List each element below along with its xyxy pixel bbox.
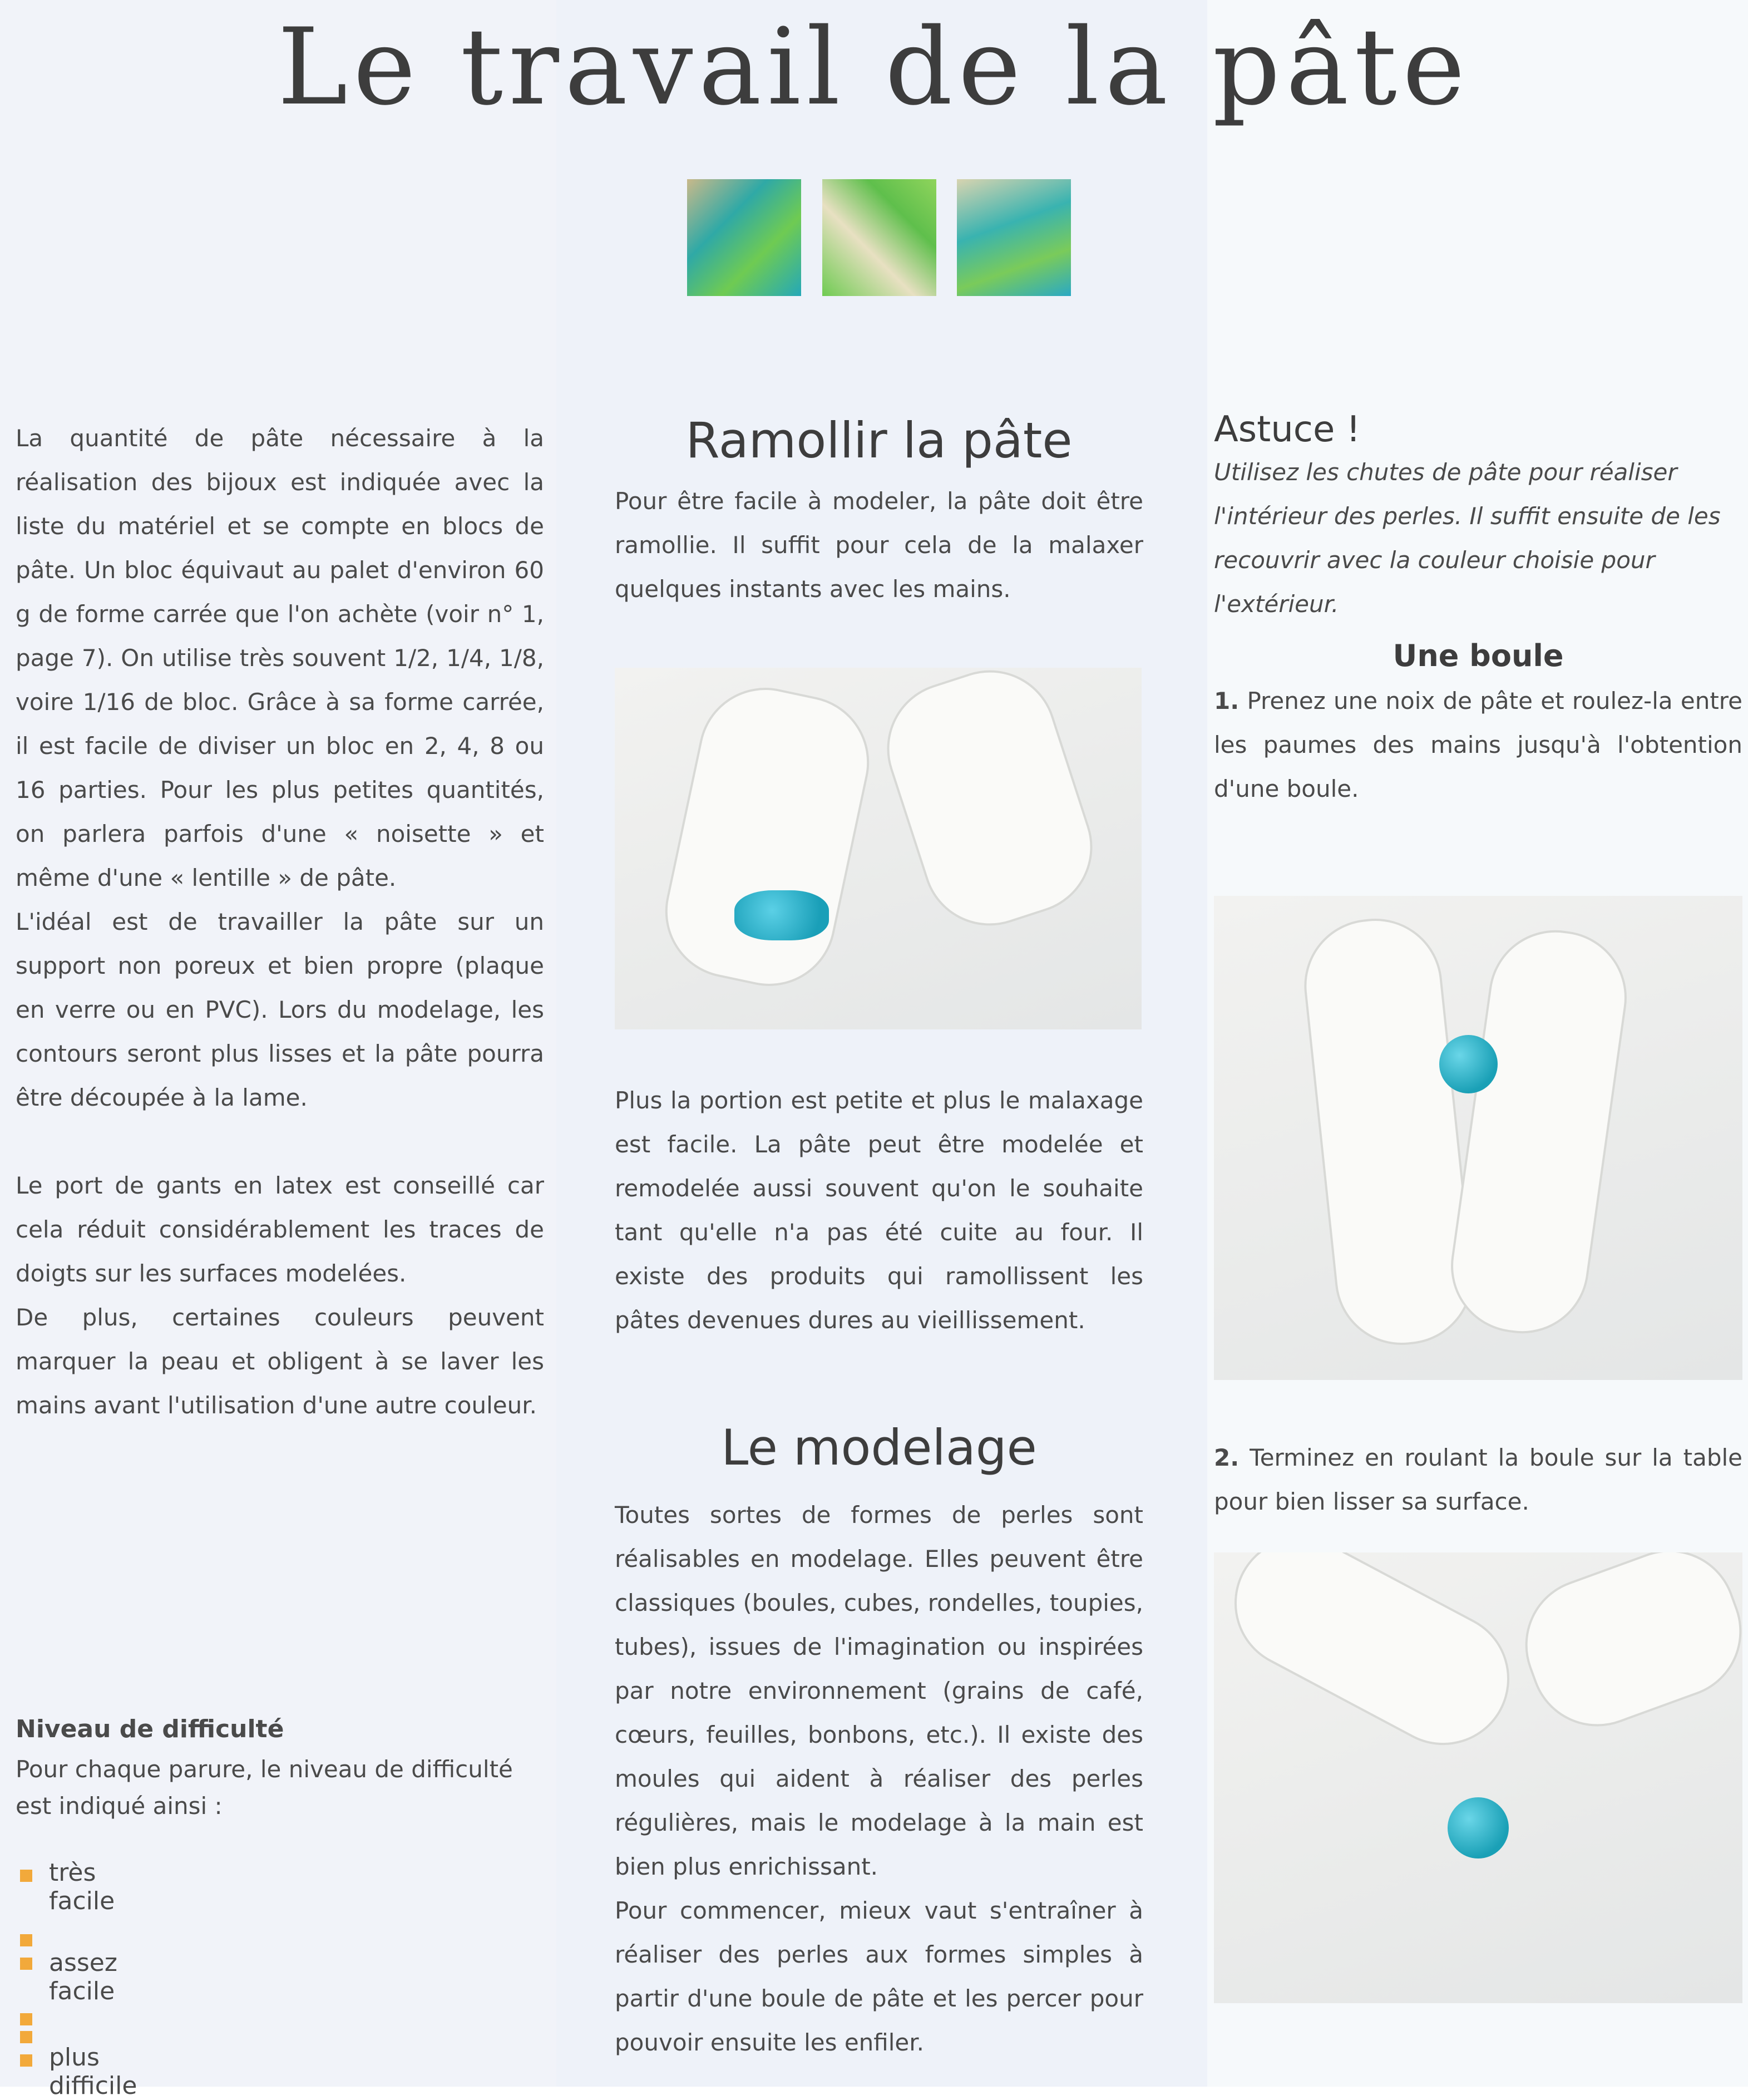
difficulty-text: Pour chaque parure, le niveau de difficulté est indiqué ainsi :	[16, 1756, 513, 1820]
left-hand-shape	[1214, 1552, 1533, 1768]
left-glove-shape	[653, 676, 881, 998]
step-2	[1214, 1436, 1742, 1524]
difficulty-square-icon	[20, 1958, 32, 1970]
right-palm-shape	[1443, 921, 1636, 1342]
clay-ball	[1439, 1035, 1498, 1093]
softening-heading: Ramollir la pâte	[685, 412, 1073, 469]
difficulty-square-icon	[20, 1870, 32, 1882]
step-2-number: 2.	[1214, 1444, 1240, 1471]
difficulty-title: Niveau de difficulté	[16, 1715, 284, 1743]
rolling-table-photo	[1214, 1552, 1742, 2003]
ball-heading: Une boule	[1393, 638, 1564, 673]
color-swatch-3	[957, 179, 1071, 296]
level-label: plus difficile	[49, 2043, 137, 2100]
level-label: très facile	[49, 1859, 115, 1915]
tip-title: Astuce !	[1214, 409, 1361, 450]
modeling-text-2: Pour commencer, mieux vaut s'entraîner à réaliser des perles aux formes simples à partir d'une boule de pâte et les percer pour pouvoir ensuite les enfiler.	[615, 1897, 1143, 2056]
intro-paragraph: La quantité de pâte nécessaire à la réalisation des bijoux est indiquée avec la liste du matériel et se compte en blocs de pâte. Un bloc équivaut au palet d'environ 60 g de forme carrée que l'on achète (voir n° 1, page 7). On utilise très souvent 1/2, 1/4, 1/8, voire 1/16 de bloc. Grâce à sa forme carrée, il est facile de diviser un bloc en 2, 4, 8 ou 16 parties. Pour les plus petites quantités, on parlera parfois d'une « noisette » et même d'une « lentille » de pâte.	[16, 425, 544, 891]
rolling-palms-photo	[1214, 896, 1742, 1380]
page-title: Le travail de la pâte	[277, 6, 1471, 129]
clay-ball-on-table	[1448, 1797, 1509, 1859]
level-label: assez facile	[49, 1949, 117, 2005]
color-swatch-2	[822, 179, 936, 296]
right-hand-shape	[1507, 1552, 1742, 1745]
softening-section	[615, 412, 1143, 611]
clay-piece	[734, 890, 829, 940]
difficulty-square-icon	[20, 2031, 32, 2043]
tip-section	[1214, 409, 1742, 811]
modeling-heading: Le modelage	[721, 1419, 1037, 1476]
color-swatch-1	[687, 179, 801, 296]
difficulty-square-icon	[20, 2013, 32, 2025]
difficulty-square-icon	[20, 2054, 32, 2067]
modeling-section	[615, 1419, 1143, 2064]
left-column	[16, 416, 544, 1427]
portion-section	[615, 1078, 1143, 1342]
right-glove-shape	[870, 668, 1109, 943]
softening-text: Pour être facile à modeler, la pâte doit être ramollie. Il suffit pour cela de la malaxer quelques instants avec les mains.	[615, 487, 1143, 603]
left-palm-shape	[1298, 912, 1480, 1352]
gloves-paragraph: Le port de gants en latex est conseillé car cela réduit considérablement les traces de doigts sur les surfaces modelées.	[16, 1172, 544, 1287]
step-1	[1214, 679, 1742, 811]
tip-text: Utilisez les chutes de pâte pour réaliser l'intérieur des perles. Il suffit ensuite de les recouvrir avec la couleur choisie pour l'extérieur.	[1214, 459, 1721, 618]
step-2-section	[1214, 1436, 1742, 1524]
step-2-text: Terminez en roulant la boule sur la table pour bien lisser sa surface.	[1214, 1444, 1742, 1515]
colors-paragraph: De plus, certaines couleurs peuvent marquer la peau et obligent à se laver les mains avant l'utilisation d'une autre couleur.	[16, 1304, 544, 1419]
portion-text: Plus la portion est petite et plus le malaxage est facile. La pâte peut être modelée et remodelée aussi souvent qu'on le souhaite tant qu'elle n'a pas été cuite au four. Il existe des produits qui ramollissent les pâtes devenues dures au vieillissement.	[615, 1087, 1143, 1334]
modeling-text-1: Toutes sortes de formes de perles sont réalisables en modelage. Elles peuvent être classiques (boules, cubes, rondelles, toupies, tubes), issues de l'imagination ou inspirées par notre environnement (grains de café, cœurs, feuilles, bonbons, etc.). Il existe des moules qui aident à réaliser des perles régulières, mais le modelage à la main est bien plus enrichissant.	[615, 1501, 1143, 1880]
difficulty-square-icon	[20, 1934, 32, 1946]
step-1-text: Prenez une noix de pâte et roulez-la entre les paumes des mains jusqu'à l'obtention d'une boule.	[1214, 687, 1742, 802]
step-1-number: 1.	[1214, 687, 1240, 714]
difficulty-section	[16, 1707, 544, 1825]
kneading-photo	[615, 668, 1142, 1029]
support-paragraph: L'idéal est de travailler la pâte sur un support non poreux et bien propre (plaque en verre ou en PVC). Lors du modelage, les contours seront plus lisses et la pâte pourra être découpée à la lame.	[16, 908, 544, 1111]
